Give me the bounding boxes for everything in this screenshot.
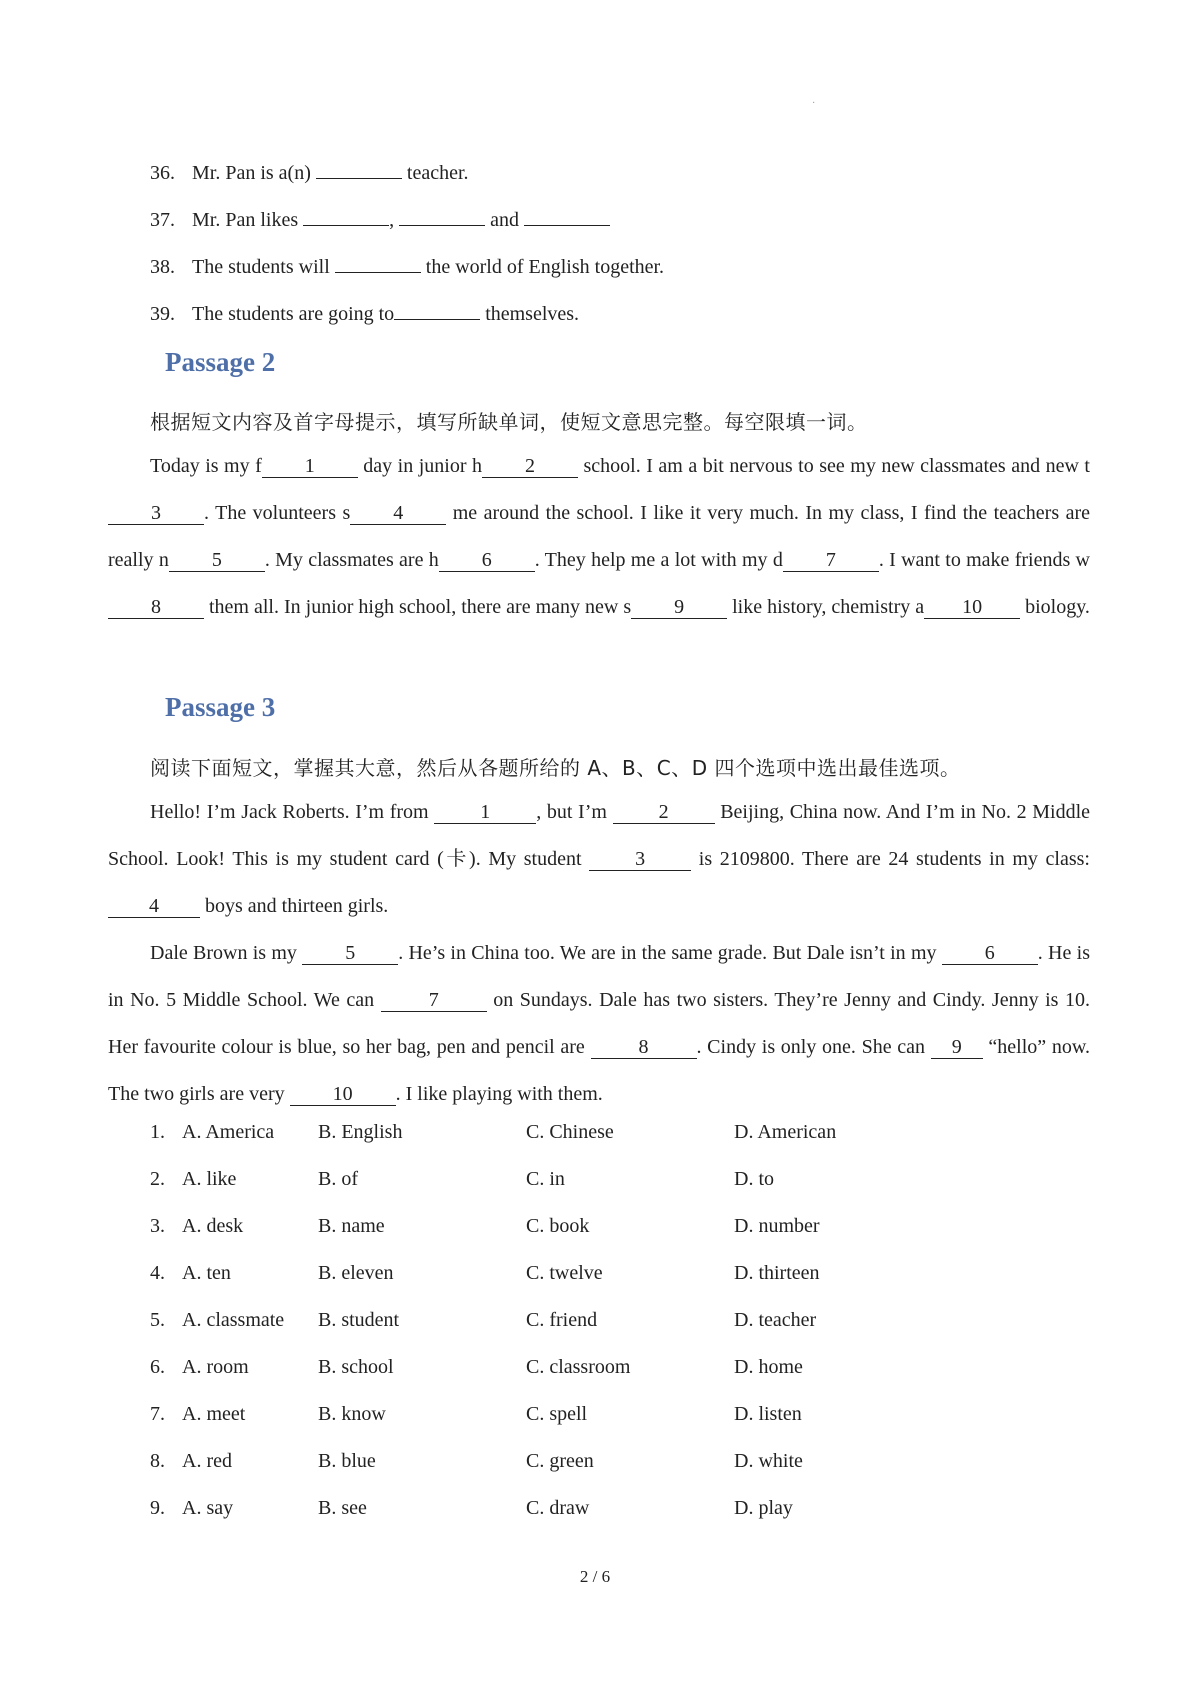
- option-b[interactable]: B. blue: [318, 1450, 376, 1472]
- passage-text: . I like playing with them.: [395, 1083, 603, 1105]
- passage-text: Hello! I’m Jack Roberts. I’m from: [150, 801, 435, 823]
- fill-blank-1[interactable]: 1: [262, 455, 358, 478]
- question-text: themselves.: [480, 303, 580, 325]
- option-b[interactable]: B. eleven: [318, 1262, 394, 1284]
- option-d[interactable]: D. play: [734, 1497, 793, 1519]
- decorative-dot: ·: [812, 98, 816, 109]
- option-b[interactable]: B. English: [318, 1121, 403, 1143]
- question-text: The students will: [192, 256, 335, 278]
- option-c[interactable]: C. spell: [526, 1403, 588, 1425]
- passage-text: . Cindy is only one. She can: [696, 1036, 931, 1058]
- fill-blank-5[interactable]: 5: [169, 549, 265, 572]
- answer-blank[interactable]: [316, 158, 402, 179]
- answer-blank[interactable]: [335, 252, 421, 273]
- fill-blank-9[interactable]: 9: [631, 596, 727, 619]
- question-number: 39.: [150, 303, 175, 325]
- option-d[interactable]: D. home: [734, 1356, 803, 1378]
- option-c[interactable]: C. twelve: [526, 1262, 603, 1284]
- passage-3-heading: Passage 3: [165, 692, 276, 722]
- option-d[interactable]: D. thirteen: [734, 1262, 820, 1284]
- question-38: [150, 252, 664, 279]
- option-d[interactable]: D. teacher: [734, 1309, 817, 1331]
- cloze-blank-2[interactable]: 2: [613, 801, 715, 824]
- option-b[interactable]: B. see: [318, 1497, 367, 1519]
- question-number: 36.: [150, 162, 175, 184]
- answer-blank[interactable]: [394, 299, 480, 320]
- option-c[interactable]: C. green: [526, 1450, 594, 1472]
- option-a[interactable]: A. red: [182, 1450, 232, 1472]
- answer-blank[interactable]: [399, 205, 485, 226]
- option-b[interactable]: B. know: [318, 1403, 386, 1425]
- cloze-blank-7[interactable]: 7: [381, 989, 487, 1012]
- passage-3-paragraph-1: [108, 789, 1090, 930]
- option-a[interactable]: A. meet: [182, 1403, 246, 1425]
- fill-blank-10[interactable]: 10: [924, 596, 1020, 619]
- fill-blank-2[interactable]: 2: [482, 455, 578, 478]
- fill-blank-4[interactable]: 4: [350, 502, 446, 525]
- option-number: 5.: [150, 1309, 165, 1331]
- passage-2-text: [108, 443, 1090, 631]
- passage-text: them all. In junior high school, there are many new s: [204, 596, 632, 618]
- cloze-blank-3[interactable]: 3: [589, 848, 691, 871]
- question-37: [150, 205, 610, 232]
- option-a[interactable]: A. room: [182, 1356, 249, 1378]
- fill-blank-6[interactable]: 6: [439, 549, 535, 572]
- question-text: Mr. Pan is a(n): [192, 162, 316, 184]
- passage-text: . The volunteers s: [204, 502, 351, 524]
- answer-blank[interactable]: [303, 205, 389, 226]
- option-a[interactable]: A. say: [182, 1497, 234, 1519]
- passage-text: school. I am a bit nervous to see my new classmates and new t: [578, 455, 1090, 477]
- option-number: 2.: [150, 1168, 165, 1190]
- passage-text: day in junior h: [357, 455, 483, 477]
- question-number: 38.: [150, 256, 175, 278]
- passage-text: Dale Brown is my: [150, 942, 303, 964]
- cloze-blank-4[interactable]: 4: [108, 895, 200, 918]
- option-number: 4.: [150, 1262, 165, 1284]
- option-a[interactable]: A. desk: [182, 1215, 244, 1237]
- option-c[interactable]: C. Chinese: [526, 1121, 614, 1143]
- passage-text: Today is my f: [150, 455, 262, 477]
- option-d[interactable]: D. number: [734, 1215, 820, 1237]
- option-number: 7.: [150, 1403, 165, 1425]
- option-number: 8.: [150, 1450, 165, 1472]
- passage-text: me around the school. I like it very much. In my class, I find the teachers are really n: [108, 502, 1090, 571]
- fill-blank-7[interactable]: 7: [783, 549, 879, 572]
- option-c[interactable]: C. in: [526, 1168, 565, 1190]
- passage-text: , but I’m: [536, 801, 613, 823]
- passage-text: “hello” now. The two girls are very: [108, 1036, 1090, 1105]
- option-d[interactable]: D. white: [734, 1450, 803, 1472]
- option-c[interactable]: C. book: [526, 1215, 590, 1237]
- option-a[interactable]: A. classmate: [182, 1309, 285, 1331]
- passage-text: . He is in No. 5 Middle School. We can: [108, 942, 1090, 1011]
- passage-text: like history, chemistry a: [727, 596, 925, 618]
- cloze-blank-1[interactable]: 1: [434, 801, 536, 824]
- passage-text: . He’s in China too. We are in the same grade. But Dale isn’t in my: [398, 942, 942, 964]
- passage-3-paragraph-2: [108, 930, 1090, 1118]
- option-b[interactable]: B. student: [318, 1309, 400, 1331]
- fill-blank-8[interactable]: 8: [108, 596, 204, 619]
- passage-text: . They help me a lot with my d: [534, 549, 783, 571]
- option-b[interactable]: B. of: [318, 1168, 358, 1190]
- page-number: 2 / 6: [579, 1567, 611, 1586]
- answer-blank[interactable]: [524, 205, 610, 226]
- comma: ,: [389, 209, 395, 231]
- cloze-blank-10[interactable]: 10: [290, 1083, 396, 1106]
- question-text: the world of English together.: [420, 256, 665, 278]
- option-b[interactable]: B. name: [318, 1215, 385, 1237]
- passage-text: is 2109800. There are 24 students in my class:: [691, 848, 1090, 870]
- option-number: 3.: [150, 1215, 165, 1237]
- cloze-blank-5[interactable]: 5: [302, 942, 398, 965]
- fill-blank-3[interactable]: 3: [108, 502, 204, 525]
- question-39: [150, 299, 579, 326]
- and-word: and: [490, 209, 520, 231]
- option-d[interactable]: D. American: [734, 1121, 837, 1143]
- option-d[interactable]: D. to: [734, 1168, 774, 1190]
- cloze-blank-6[interactable]: 6: [942, 942, 1038, 965]
- passage-3-text: [108, 789, 1090, 1118]
- option-d[interactable]: D. listen: [734, 1403, 802, 1425]
- question-text: Mr. Pan likes: [192, 209, 299, 231]
- passage-text: biology.: [1020, 596, 1090, 618]
- cloze-blank-8[interactable]: 8: [591, 1036, 697, 1059]
- passage-text: Beijing, China now. And I’m in No. 2 Middle School. Look! This is my student card (卡). My student: [108, 801, 1091, 870]
- option-a[interactable]: A. America: [182, 1121, 275, 1143]
- option-c[interactable]: C. draw: [526, 1497, 590, 1519]
- option-number: 6.: [150, 1356, 165, 1378]
- passage-text: boys and thirteen girls.: [200, 895, 389, 917]
- question-36: [150, 158, 469, 185]
- passage-3-instruction: 阅读下面短文，掌握其大意，然后从各题所给的 A、B、C、D 四个选项中选出最佳选项。: [150, 756, 961, 780]
- passage-text: . I want to make friends w: [878, 549, 1090, 571]
- option-b[interactable]: B. school: [318, 1356, 394, 1378]
- passage-2-heading: Passage 2: [165, 347, 276, 377]
- passage-text: on Sundays. Dale has two sisters. They’re Jenny and Cindy. Jenny is 10. Her favourite colour is blue, so her bag, pen and pencil are: [108, 989, 1091, 1058]
- question-number: 37.: [150, 209, 175, 231]
- option-c[interactable]: C. classroom: [526, 1356, 631, 1378]
- passage-2-instruction: 根据短文内容及首字母提示，填写所缺单词，使短文意思完整。每空限填一词。: [150, 410, 868, 434]
- option-number: 9.: [150, 1497, 165, 1519]
- option-a[interactable]: A. like: [182, 1168, 237, 1190]
- option-a[interactable]: A. ten: [182, 1262, 231, 1284]
- option-c[interactable]: C. friend: [526, 1309, 598, 1331]
- passage-text: . My classmates are h: [264, 549, 439, 571]
- question-text: The students are going to: [192, 303, 395, 325]
- cloze-blank-9[interactable]: 9: [931, 1036, 983, 1059]
- question-text: teacher.: [401, 162, 469, 184]
- option-number: 1.: [150, 1121, 165, 1143]
